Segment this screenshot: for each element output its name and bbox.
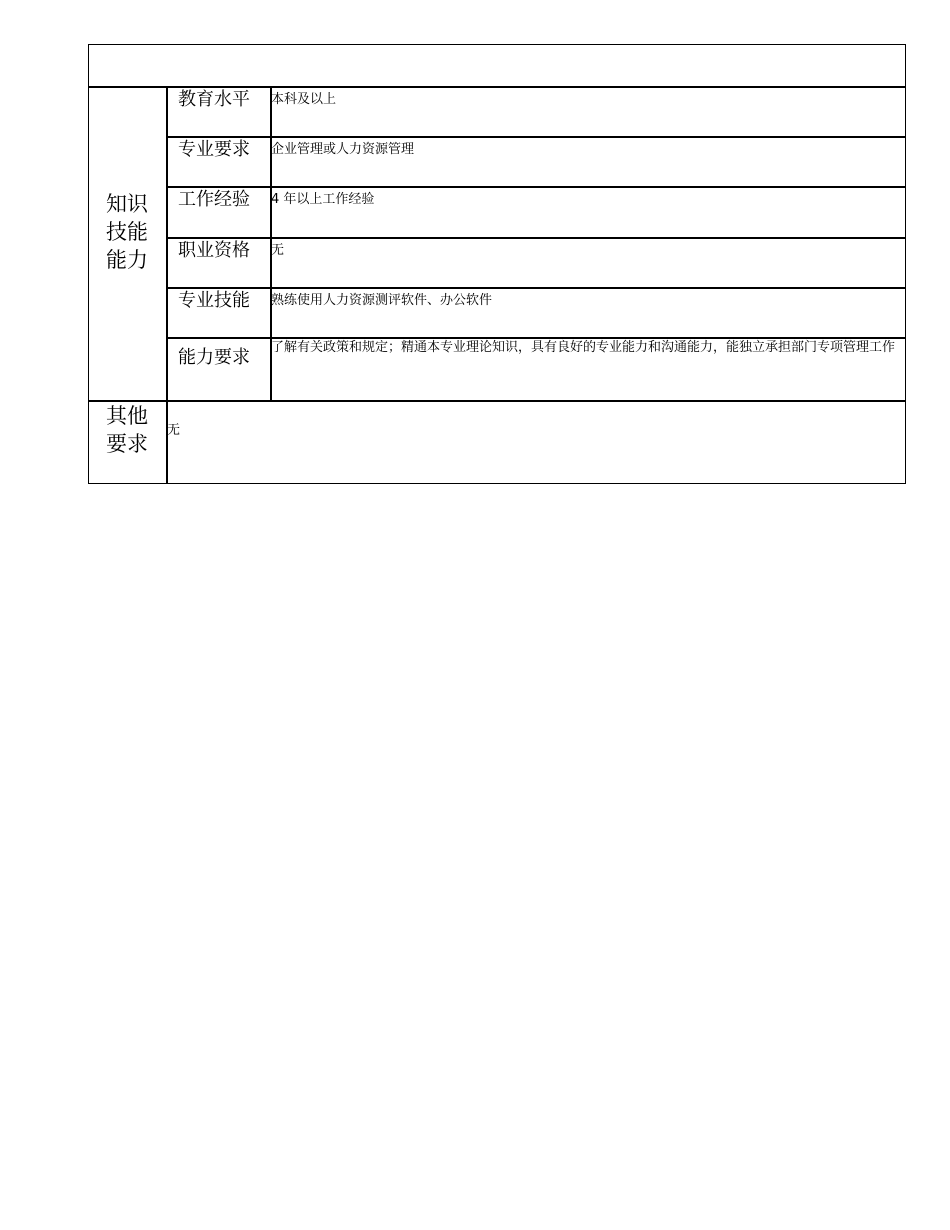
row-divider — [270, 237, 906, 239]
row-label-skills: 专业技能 — [178, 290, 250, 311]
label-divider — [166, 136, 270, 138]
category-other — [88, 402, 166, 458]
row-value-education: 本科及以上 — [271, 92, 337, 107]
requirements-table — [88, 44, 906, 484]
label-divider — [166, 287, 270, 289]
category-line: 其他 — [106, 404, 148, 428]
row-label-major: 专业要求 — [178, 139, 250, 160]
row-label-qualification: 职业资格 — [178, 240, 250, 261]
row-label-education: 教育水平 — [178, 89, 250, 110]
row-label-experience: 工作经验 — [178, 189, 250, 210]
row-divider — [88, 400, 906, 402]
row-value-experience: 4 年以上工作经验 — [271, 192, 375, 207]
category-line: 能力 — [106, 248, 148, 272]
table-title-row — [88, 44, 906, 87]
label-divider — [166, 337, 270, 339]
row-label-ability: 能力要求 — [178, 347, 250, 368]
category-knowledge — [88, 190, 166, 274]
row-value-major: 企业管理或人力资源管理 — [271, 142, 415, 157]
row-divider — [88, 86, 906, 88]
row-value-skills: 熟练使用人力资源测评软件、办公软件 — [271, 293, 493, 308]
category-line: 要求 — [106, 432, 148, 456]
row-value-ability: 了解有关政策和规定；精通本专业理论知识，具有良好的专业能力和沟通能力，能独立承担部门专项管理工作 — [271, 340, 896, 355]
row-divider — [270, 186, 906, 188]
label-divider — [166, 237, 270, 239]
category-line: 技能 — [106, 220, 148, 244]
row-divider — [270, 136, 906, 138]
label-divider — [166, 186, 270, 188]
row-value-qualification: 无 — [271, 243, 285, 258]
category-line: 知识 — [106, 192, 148, 216]
other-value: 无 — [167, 423, 181, 438]
row-divider — [270, 287, 906, 289]
